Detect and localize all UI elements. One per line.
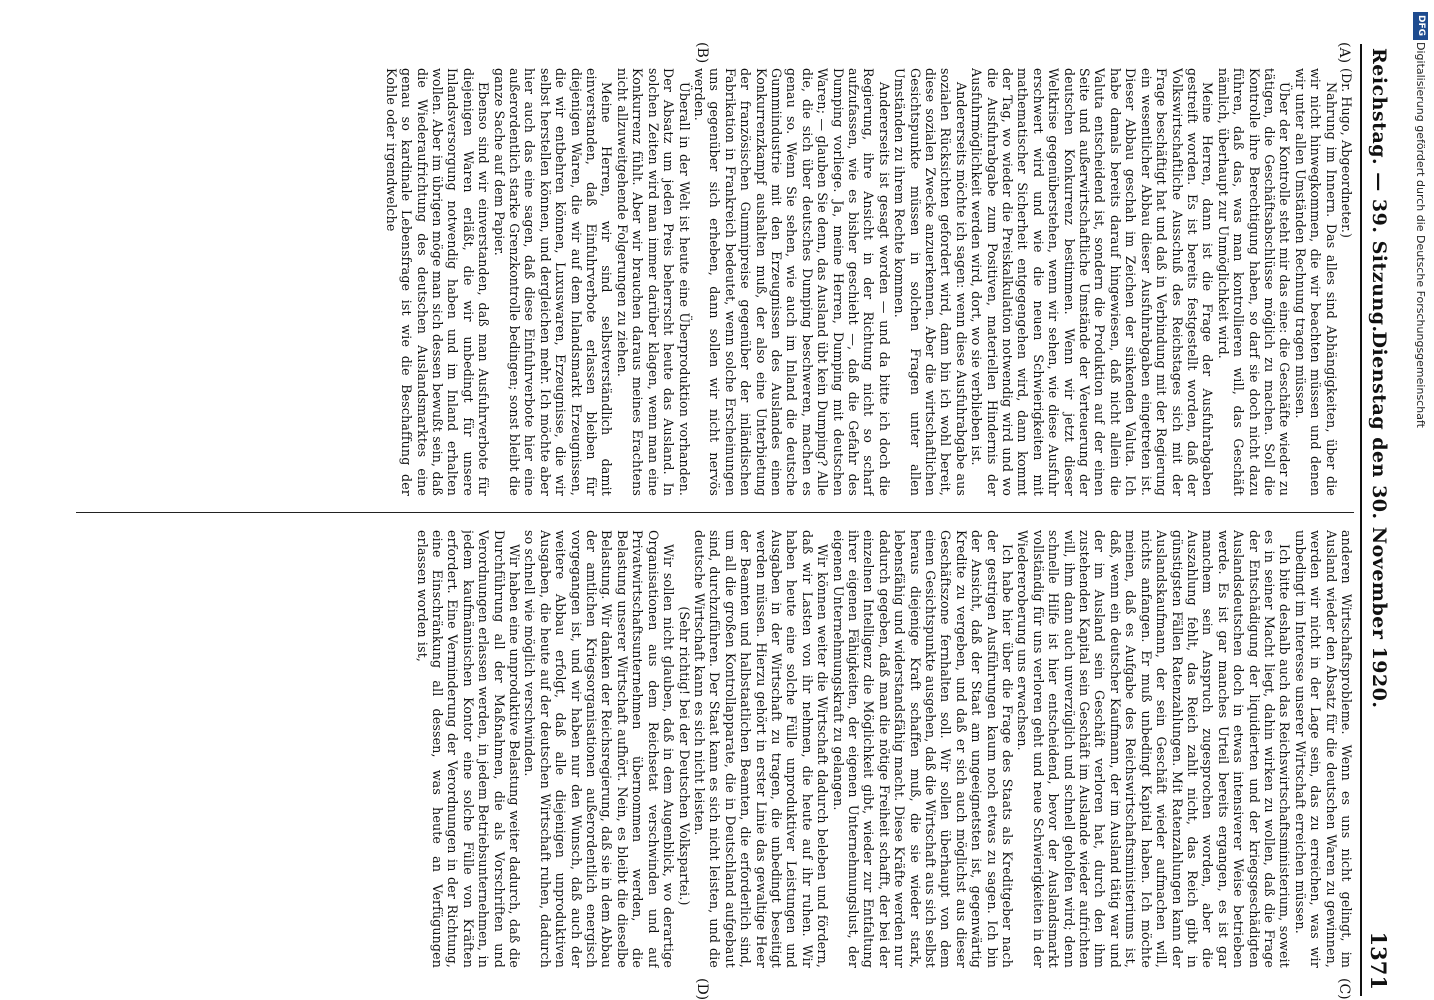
paragraph: Andererseits möchte ich sagen: wenn diese Ausfuhrabgabe aus sozialen Rücksichten gefordert wird, dann bin ich wohl bereit, diese sozialen Zwecke anzuerkennen. Aber die wirtschaftlichen Gesichtspunkte müssen in solchen Fragen unter allen Umständen zu ihrem Rechte kommen. [892, 68, 969, 496]
text-column-right [76, 530, 1354, 968]
margin-mark-d: (D) [694, 978, 710, 1000]
paragraph: Andererseits ist gesagt worden — und da bitte ich doch die Regierung, ihre Ansicht in der Richtung nicht so scharf aufzufassen, wie es bisher geschieht —, daß die Gefahr des Dumping vorliege. Ja, meine Herren, Dumping mit deutschen Waren; — glauben Sie denn, das Ausland übt kein Dumping? Alle die, die sich über deutsches Dumping beschweren, machen es genau so. Wenn Sie sehen, wie auch im Inland die deutsche Gummiindustrie mit den Erzeugnissen des Auslandes einen Konkurrenzkampf aushalten muß, der also eine Unterbietung der französischen Gummipreise gegenüber der inländischen Fabrikation in Frankreich bedeutet, wenn solche Erscheinungen uns gegenüber sich erheben, dann sollen wir nicht nervös werden. [691, 68, 892, 496]
header-date: Dienstag den 30. November 1920. [1368, 331, 1390, 709]
paragraph: Wir sollen nicht glauben, daß in dem Augenblick, wo derartige Organisationen aus dem Reichsetat verschwinden und auf Privatwirtschaftsunternehmen übernommen werden, die Belastung unserer Wirtschaft aufhört. Nein, es bleibt die dieselbe Belastung. Wir danken der Reichsregierung, daß sie in dem Abbau der amtlichen Kriegsorganisationen außerordentlich energisch vorgegangen ist, und wir haben nur den Wunsch, daß auch der weitere Abbau erfolgt, daß alle diejenigen unproduktiven Ausgaben, die heute auf der deutschen Wirtschaft ruhen, dadurch so schnell wie möglich verschwinden. [522, 530, 677, 968]
paragraph: Wir können weiter die Wirtschaft dadurch beleben und fördern, daß wir Lasten von ihr nehmen, die heute auf ihr ruhen. Wir haben heute eine solche Fülle unproduktiver Leistungen und Ausgaben in der Wirtschaft zu tragen, die unbedingt beseitigt werden müssen. Hierzu gehört in erster Linie das gewaltige Heer der Beamten und halbstaatlichen Beamten, die erforderlich sind, um all die großen Kontrollapparate, die in Deutschland aufgebaut sind, durchzuführen. Der Staat kann es sich nicht leisten, und die deutsche Wirtschaft kann es sich nicht leisten. [691, 530, 831, 968]
header-rule [1360, 44, 1362, 996]
paragraph: Nahrung im Innern. Das alles sind Abhängigkeiten, über die wir nicht hinwegkommen, die wir beachten müssen und denen wir unter allen Umständen Rechnung tragen müssen. [1292, 68, 1339, 496]
margin-mark-b: (B) [694, 42, 710, 64]
text-column-left [76, 68, 1354, 496]
interjection: (Sehr richtig! bei der Deutschen Volkspartei.) [676, 606, 692, 906]
digitization-credit [1410, 8, 1432, 998]
header-left: Reichstag. — 39. Sitzung. [1368, 48, 1390, 333]
paragraph: Meine Herren, dann ist die Frage der Ausfuhrabgaben gestreift worden. Es ist bereits festgestellt worden, daß der Volkswirtschaftliche Ausschuß des Reichstages sich mit der Frage beschäftigt hat und daß in Verbindung mit der Regierung ein wesentlicher Abbau dieser Ausfuhrabgaben eingetreten ist. Dieser Abbau geschah im Zeichen der sinkenden Valuta. Ich habe damals bereits darauf hingewiesen, daß nicht allein die Valuta entscheidend ist, sondern die Produktion auf der einen Seite und außerwirtschaftliche Umstände der Verteuerung der deutschen Konkurrenz bestimmen. Wenn wir jetzt dieser Weltkrise gegenüberstehen, wenn wir sehen, wie diese Ausfuhr erschwert wird und wie die neuen Schwierigkeiten mit mathematischer Sicherheit entgegengehen wird, dann kommt der Tag, wo wieder die Preiskalkulation notwendig wird und wo die Ausfuhrabgabe zum Positiven, materiellen Hindernis der Ausfuhrmöglichkeit werden wird, dort, wo sie verblieben ist. [969, 68, 1216, 496]
paragraph: Ich habe hier über die Frage des Staats als Kreditgeber nach der gestrigen Ausführungen kaum noch etwas zu sagen. Ich bin der Ansicht, daß der Staat am ungeeignetsten ist, gegenwärtig Kredite zu vergeben, und daß er sich auch möglichst aus dieser Geschäftszone fernhalten soll. Wir sollen überhaupt von dem einen Gesichtspunkte ausgehen, daß die Wirtschaft aus sich selbst heraus diejenige Kraft schaffen muß, die sie wieder stark, lebensfähig und widerstandsfähig macht. Diese Kräfte werden nur dadurch gegeben, daß man die nötige Freiheit schafft, der bei der einzelnen Intelligenz die Möglichkeit gibt, wieder zur Entfaltung ihrer eigenen Fähigkeiten, der eigenen Unternehmungslust, der eigenen Unternehmungskraft zu gelangen. [830, 530, 1016, 968]
column-divider [76, 512, 1354, 513]
page-header [1364, 40, 1394, 1000]
paragraph: Über der Kontrolle steht mir das eine: die Geschäfte wieder zu tätigen, die Geschäftsabschlüsse möglich zu machen. Soll die Kontrolle ihre Berechtigung haben, so darf sie doch nicht dazu führen, daß das, was man kontrollieren will, das Geschäft nämlich, überhaupt zur Unmöglichkeit wird. [1215, 68, 1293, 496]
paragraph: Ich bitte deshalb auch das Reichswirtschaftsministerium, soweit es in seiner Macht liegt, dahin wirken zu wollen, daß die Frage der Entschädigung der liquidierten und der kriegsgeschädigten Auslandsdeutschen doch in etwas intensiverer Weise betrieben werde. Es ist gar manches Urteil bereits ergangen, es ist gar manchem sein Anspruch zugesprochen worden, aber die Auszahlung fehlt, das Reich zahlt nicht, das Reich gibt in günstigsten Fällen Ratenzahlungen. Mit Ratenzahlungen kann der Auslandskaufmann, der sein Geschäft wieder aufmachen will, nichts anfangen. Er muß unbedingt Kapital haben. Ich möchte meinen, daß es Aufgabe des Reichswirtschaftsministeriums ist, daß, wenn ein deutscher Kaufmann, der im Ausland tätig war und der im Ausland sein Geschäft verloren hat, durch den ihm zustehenden Kapital sein Geschäft im Auslande wieder aufrichten will, ihm dann auch unverzüglich und schnell geholfen wird; denn schnelle Hilfe ist hier entscheidend, bevor der Auslandsmarkt vollständig für uns verloren geht und neue Schwierigkeiten in der Wiedereroberung uns erwachsen. [1015, 530, 1293, 968]
paragraph: Überall in der Welt ist heute eine Überproduktion vorhanden. Der Absatz um jeden Preis beherrscht heute das Ausland. In solchen Zeiten wird man immer darüber klagen, wenn man eine Konkurrenz fühlt. Aber wir brauchen daraus meines Erachtens nicht allzuweitgehende Folgerungen zu ziehen. [614, 68, 692, 496]
digitization-credit-text: Digitalisierung gefördert durch die Deutsche Forschungsgemeinschaft [1414, 42, 1427, 428]
paragraph: Wir haben eine unproduktive Belastung weiter dadurch, daß die Durchführung all der Maßnahmen, die als Vorschriften und Verordnungen erlassen werden, in jedem Betriebsunternehmen, in jedem kaufmännischen Kontor eine solche Fülle von Kräften erfordert. Eine Verminderung der Verordnungen in der Richtung, eine Einschränkung all dessen, was heute an Verfügungen erlassen worden ist, [414, 530, 523, 968]
paragraph: Meine Herren, wir sind selbstverständlich damit einverstanden, daß Einfuhrverbote erlassen bleiben für diejenigen Waren, die wir auf dem Inlandsmarkt Erzeugnissen, die wir entbehren können, Luxuswaren, Erzeugnisse, die wir selbst herstellen können, und dergleichen mehr. Ich möchte aber hier auch das eine sagen, daß diese Einfuhrverbote hier eine außerordentlich starke Grenzkontrolle bedingen; sonst bleibt die ganze Sache auf dem Papier. [491, 68, 615, 496]
paragraph: Ebenso sind wir einverstanden, daß man Ausfuhrverbote für diejenigen Waren erläßt, die wir unbedingt für unsere Inlandsversorgung notwendig haben und im Inland erhalten wollen. Aber im übrigen möge man sich dessen bewußt sein, daß die Wiederaufrichtung des deutschen Auslandsmarktes eine genau so kardinale Lebensfrage ist wie die Beschaffung der Kohle oder irgendwelche [383, 68, 492, 496]
rotated-newspaper-page [70, 40, 1400, 1000]
speaker-line: (Dr. Hugo, Abgeordneter.) [1339, 68, 1354, 239]
margin-mark-a: (A) [1336, 42, 1352, 64]
page-number: 1371 [1366, 931, 1391, 990]
paragraph: anderen Wirtschaftsprobleme. Wenn es uns nicht gelingt, im Ausland wieder den Absatz für die deutschen Waren zu gewinnen, werden wir nicht in der Lage sein, das zu erreichen, was wir unbedingt im Interesse unserer Wirtschaft erreichen müssen. [1292, 530, 1354, 968]
dfg-logo: DFG [1413, 12, 1428, 40]
margin-mark-c: (C) [1336, 978, 1352, 1000]
